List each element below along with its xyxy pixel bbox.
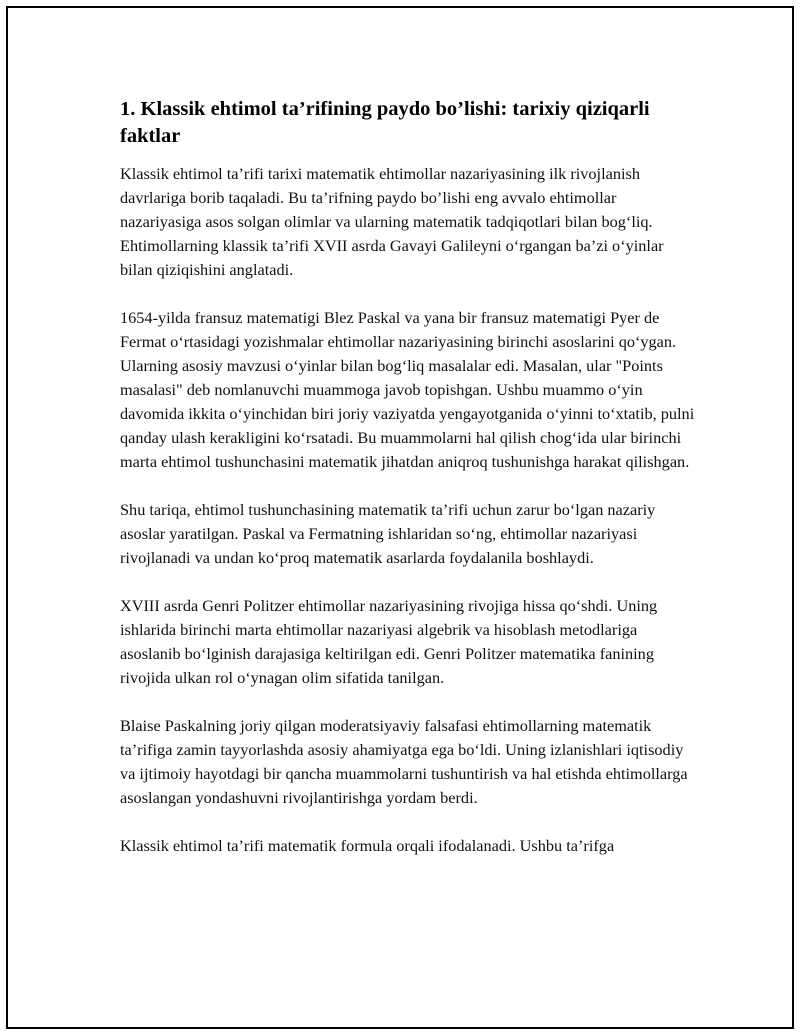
paragraph-politzer: XVIII asrda Genri Politzer ehtimollar nazariyasining rivojiga hissa qo‘shdi. Uning ishlarida birinchi marta ehtimollar nazariyasi algebrik va hisoblash metodlariga asoslanib bo‘lginish darajasiga keltirilgan edi. Genri Politzer matematika fanining rivojida ulkan rol o‘ynagan olim sifatida tanilgan. bbox=[120, 596, 658, 687]
paragraph-pascal-philosophy: Blaise Paskalning joriy qilgan moderatsiyaviy falsafasi ehtimollarning matematik ta’rifiga zamin tayyorlashda asosiy ahamiyatga ega bo‘ldi. Uning izlanishlari iqtisodiy va ijtimoiy hayotdagi bir qancha muammolarni tushuntirish va hal etishda ehtimollarga asoslangan yondashuvni rivojlantirishga yordam berdi. bbox=[120, 716, 688, 807]
paragraph-history-intro: Klassik ehtimol ta’rifi tarixi matematik ehtimollar nazariyasining ilk rivojlanish davrlariga borib taqaladi. Bu ta’rifning paydo bo’lishi eng avvalo ehtimollar nazariyasiga asos solgan olimlar va ularning matematik tadqiqotlari bilan bog‘liq. Ehtimollarning klassik ta’rifi XVII asrda Gavayi Galileyni o‘rgangan ba’zi o‘yinlar bilan qiziqishini anglatadi. bbox=[120, 164, 664, 279]
document-body bbox=[120, 96, 700, 882]
section-heading: 1. Klassik ehtimol ta’rifining paydo bo’lishi: tarixiy qiziqarli faktlar bbox=[120, 98, 650, 147]
paragraph-theoretical-foundations: Shu tariqa, ehtimol tushunchasining matematik ta’rifi uchun zarur bo‘lgan nazariy asoslar yaratilgan. Paskal va Fermatning ishlaridan so‘ng, ehtimollar nazariyasi rivojlanadi va undan ko‘proq matematik asarlarda foydalanila boshlaydi. bbox=[120, 500, 656, 567]
page-frame bbox=[6, 6, 794, 1029]
paragraph-formula-intro: Klassik ehtimol ta’rifi matematik formula orqali ifodalanadi. Ushbu ta’rifga bbox=[120, 836, 615, 855]
paragraph-pascal-fermat: 1654-yilda fransuz matematigi Blez Paskal va yana bir fransuz matematigi Pyer de Fermat o‘rtasidagi yozishmalar ehtimollar nazariyasining birinchi asoslarini qo‘ygan. Ularning asosiy mavzusi o‘yinlar bilan bog‘liq masalalar edi. Masalan, ular "Points masalasi" deb nomlanuvchi muammoga javob topishgan. Ushbu muammo o‘yin davomida ikkita o‘yinchidan biri joriy vaziyatda yengayotganida o‘yinni to‘xtatib, pulni qanday ulash kerakligini ko‘rsatadi. Bu muammolarni hal qilish chog‘ida ular birinchi marta ehtimol tushunchasini matematik jihatdan aniqroq tushunishga harakat qilishgan. bbox=[120, 308, 695, 471]
